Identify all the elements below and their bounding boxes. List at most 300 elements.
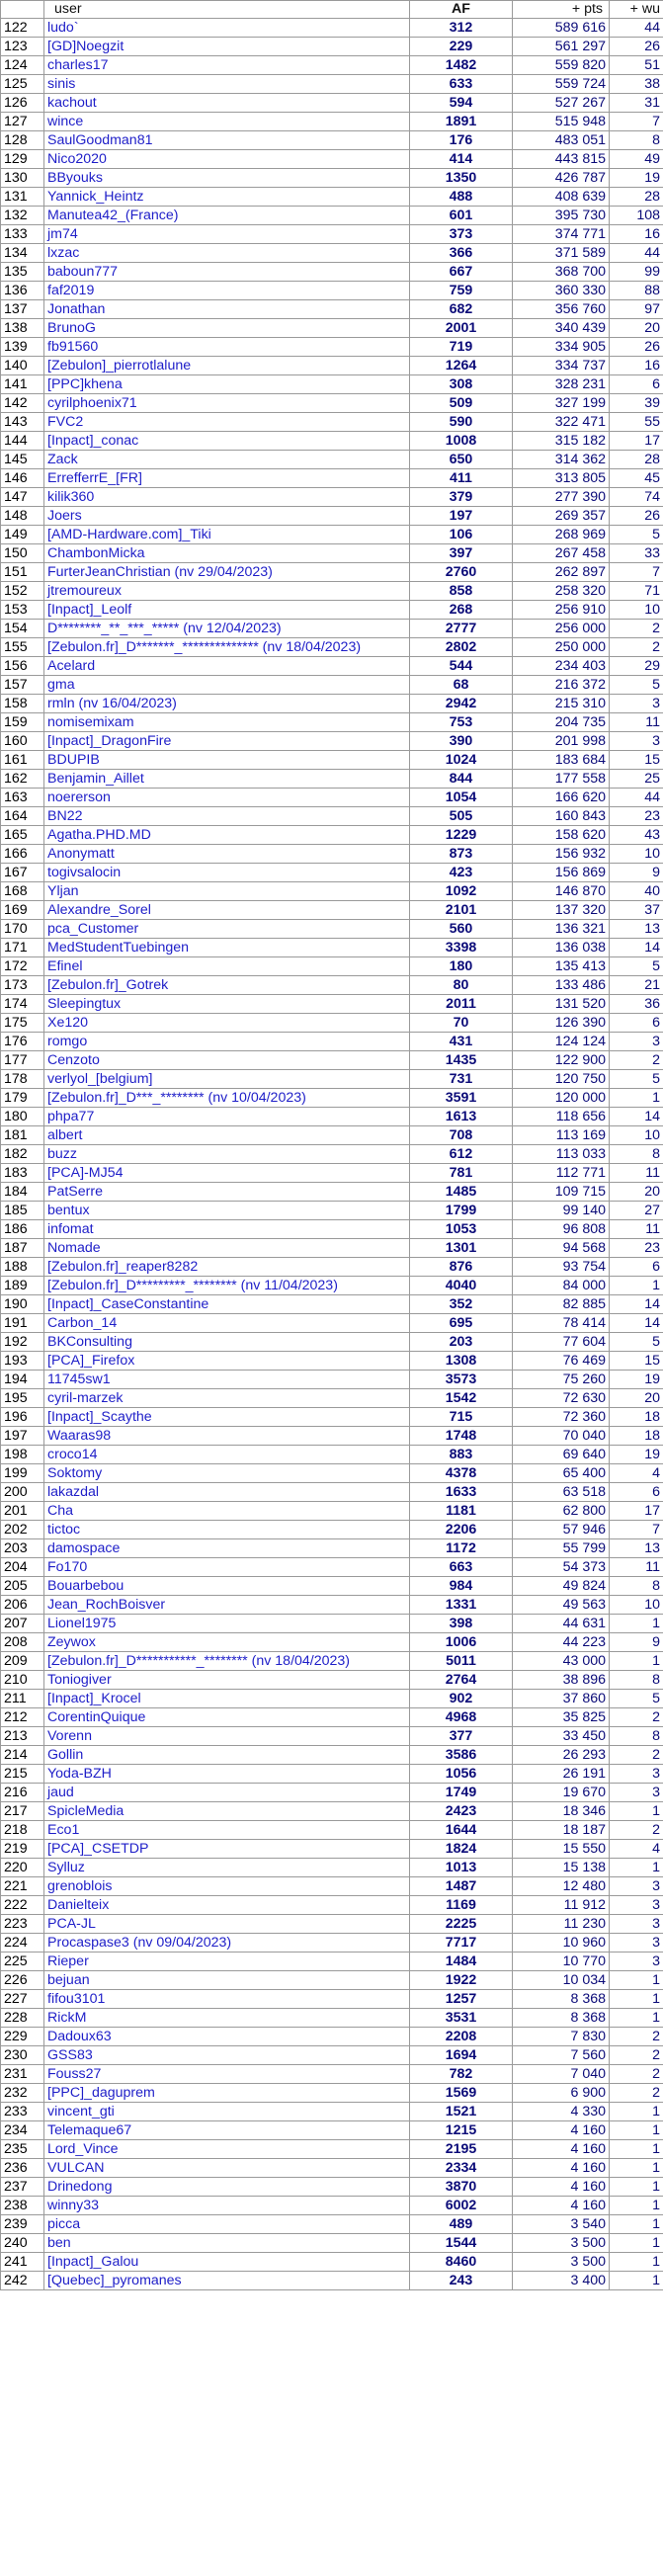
user-link[interactable]: rmln (nv 16/04/2023) [44,695,410,713]
wu-cell: 71 [610,582,663,601]
rank-cell: 124 [1,56,44,75]
user-link[interactable]: ErrefferrE_[FR] [44,469,410,488]
pts-cell: 166 620 [513,789,610,807]
user-link[interactable]: Sylluz [44,1859,410,1877]
user-link[interactable]: Fo170 [44,1558,410,1577]
rank-cell: 136 [1,282,44,300]
rank-cell: 229 [1,2028,44,2046]
rank-cell: 153 [1,601,44,620]
table-row [1,957,663,976]
pts-cell: 559 820 [513,56,610,75]
user-link[interactable]: Benjamin_Aillet [44,770,410,789]
user-link[interactable]: vincent_gti [44,2103,410,2121]
user-link[interactable]: gma [44,676,410,695]
user-link[interactable]: Soktomy [44,1464,410,1483]
wu-cell: 19 [610,1371,663,1389]
rank-cell: 220 [1,1859,44,1877]
user-link[interactable]: charles17 [44,56,410,75]
table-row [1,338,663,357]
af-cell: 902 [410,1690,513,1708]
user-link[interactable]: Acelard [44,657,410,676]
wu-cell: 11 [610,713,663,732]
user-link[interactable]: [Zebulon.fr]_D***********_******** (nv 18/04/2023) [44,1652,410,1671]
rank-cell: 223 [1,1915,44,1934]
user-link[interactable]: [PPC]khena [44,375,410,394]
table-row [1,1539,663,1558]
user-link[interactable]: verlyol_[belgium] [44,1070,410,1089]
user-link[interactable]: togivsalocin [44,864,410,882]
user-link[interactable]: RickM [44,2009,410,2028]
user-link[interactable]: FVC2 [44,413,410,432]
pts-cell: 10 034 [513,1971,610,1990]
user-link[interactable]: [Inpact]_Leolf [44,601,410,620]
user-link[interactable]: bentux [44,1202,410,1220]
user-link[interactable]: [Zebulon]_pierrotlalune [44,357,410,375]
user-link[interactable]: Fouss27 [44,2065,410,2084]
rank-cell: 166 [1,845,44,864]
user-link[interactable]: [PCA]-MJ54 [44,1164,410,1183]
user-link[interactable]: tictoc [44,1521,410,1539]
rank-cell: 175 [1,1014,44,1033]
af-cell: 2334 [410,2159,513,2178]
af-cell: 3586 [410,1746,513,1765]
pts-cell: 26 293 [513,1746,610,1765]
pts-cell: 443 815 [513,150,610,169]
pts-cell: 18 187 [513,1821,610,1840]
pts-cell: 177 558 [513,770,610,789]
user-link[interactable]: Joers [44,507,410,526]
table-row [1,638,663,657]
wu-cell: 1 [610,1277,663,1295]
table-row [1,882,663,901]
header-af[interactable]: AF [410,1,513,19]
user-link[interactable]: BDUPIB [44,751,410,770]
user-link[interactable]: Zeywox [44,1633,410,1652]
pts-cell: 201 998 [513,732,610,751]
user-link[interactable]: Cha [44,1502,410,1521]
wu-cell: 1 [610,1859,663,1877]
user-link[interactable]: Yannick_Heintz [44,188,410,207]
pts-cell: 15 550 [513,1840,610,1859]
header-user[interactable]: user [44,1,410,19]
user-link[interactable]: Agatha.PHD.MD [44,826,410,845]
wu-cell: 7 [610,563,663,582]
user-link[interactable]: Lord_Vince [44,2140,410,2159]
pts-cell: 561 297 [513,38,610,56]
rank-cell: 157 [1,676,44,695]
wu-cell: 2 [610,2046,663,2065]
user-link[interactable]: Xe120 [44,1014,410,1033]
af-cell: 308 [410,375,513,394]
table-row [1,1821,663,1840]
user-link[interactable]: jaud [44,1784,410,1802]
user-link[interactable]: Nico2020 [44,150,410,169]
table-row [1,770,663,789]
table-row [1,1033,663,1051]
table-row [1,1164,663,1183]
user-link[interactable]: FurterJeanChristian (nv 29/04/2023) [44,563,410,582]
pts-cell: 49 824 [513,1577,610,1596]
table-row [1,601,663,620]
af-cell: 1172 [410,1539,513,1558]
rank-cell: 148 [1,507,44,526]
header-pts[interactable]: + pts [513,1,610,19]
rank-cell: 155 [1,638,44,657]
af-cell: 398 [410,1615,513,1633]
wu-cell: 27 [610,1202,663,1220]
user-link[interactable]: [GD]Noegzit [44,38,410,56]
user-link[interactable]: Efinel [44,957,410,976]
user-link[interactable]: faf2019 [44,282,410,300]
user-link[interactable]: [Zebulon.fr]_D*********_******** (nv 11/04/2023) [44,1277,410,1295]
user-link[interactable]: Dadoux63 [44,2028,410,2046]
af-cell: 1485 [410,1183,513,1202]
pts-cell: 204 735 [513,713,610,732]
table-row [1,1577,663,1596]
pts-cell: 256 000 [513,620,610,638]
user-link[interactable]: Waaras98 [44,1427,410,1446]
user-link[interactable]: GSS83 [44,2046,410,2065]
user-link[interactable]: ChambonMicka [44,544,410,563]
wu-cell: 17 [610,1502,663,1521]
rank-cell: 198 [1,1446,44,1464]
wu-cell: 6 [610,1483,663,1502]
pts-cell: 33 450 [513,1727,610,1746]
pts-cell: 12 480 [513,1877,610,1896]
user-link[interactable]: romgo [44,1033,410,1051]
pts-cell: 250 000 [513,638,610,657]
wu-cell: 88 [610,282,663,300]
pts-cell: 55 799 [513,1539,610,1558]
table-row [1,300,663,319]
table-row [1,488,663,507]
table-row [1,751,663,770]
af-cell: 2225 [410,1915,513,1934]
user-link[interactable]: Anonymatt [44,845,410,864]
wu-cell: 3 [610,695,663,713]
user-link[interactable]: fifou3101 [44,1990,410,2009]
rank-cell: 210 [1,1671,44,1690]
pts-cell: 10 960 [513,1934,610,1953]
table-row [1,244,663,263]
rank-cell: 200 [1,1483,44,1502]
user-link[interactable]: Eco1 [44,1821,410,1840]
rank-cell: 163 [1,789,44,807]
user-link[interactable]: Toniogiver [44,1671,410,1690]
pts-cell: 62 800 [513,1502,610,1521]
rank-cell: 127 [1,113,44,131]
user-link[interactable]: croco14 [44,1446,410,1464]
user-link[interactable]: [Inpact]_Galou [44,2253,410,2272]
table-row [1,1915,663,1934]
table-row [1,2178,663,2197]
pts-cell: 334 737 [513,357,610,375]
af-cell: 4378 [410,1464,513,1483]
wu-cell: 1 [610,1990,663,2009]
user-link[interactable]: [Zebulon.fr]_D***_******** (nv 10/04/2023) [44,1089,410,1108]
table-row [1,394,663,413]
rank-cell: 205 [1,1577,44,1596]
table-row [1,1371,663,1389]
wu-cell: 45 [610,469,663,488]
user-link[interactable]: [PPC]_daguprem [44,2084,410,2103]
user-link[interactable]: wince [44,113,410,131]
rank-cell: 129 [1,150,44,169]
pts-cell: 122 900 [513,1051,610,1070]
user-link[interactable]: Jean_RochBoisver [44,1596,410,1615]
rank-cell: 222 [1,1896,44,1915]
pts-cell: 7 560 [513,2046,610,2065]
pts-cell: 76 469 [513,1352,610,1371]
pts-cell: 368 700 [513,263,610,282]
user-link[interactable]: damospace [44,1539,410,1558]
user-link[interactable]: cyril-marzek [44,1389,410,1408]
user-link[interactable]: Manutea42_(France) [44,207,410,225]
user-link[interactable]: Rieper [44,1953,410,1971]
table-row [1,845,663,864]
table-row [1,1183,663,1202]
user-link[interactable]: VULCAN [44,2159,410,2178]
rank-cell: 137 [1,300,44,319]
rank-cell: 202 [1,1521,44,1539]
user-link[interactable]: BN22 [44,807,410,826]
wu-cell: 1 [610,2253,663,2272]
user-link[interactable]: Yljan [44,882,410,901]
user-link[interactable]: lakazdal [44,1483,410,1502]
wu-cell: 97 [610,300,663,319]
user-link[interactable]: pca_Customer [44,920,410,939]
pts-cell: 113 033 [513,1145,610,1164]
pts-cell: 94 568 [513,1239,610,1258]
user-link[interactable]: [Quebec]_pyromanes [44,2272,410,2290]
wu-cell: 3 [610,1896,663,1915]
table-row [1,1558,663,1577]
user-link[interactable]: BrunoG [44,319,410,338]
table-body [1,19,663,2290]
user-link[interactable]: PCA-JL [44,1915,410,1934]
rank-cell: 217 [1,1802,44,1821]
table-row [1,413,663,432]
wu-cell: 2 [610,2028,663,2046]
user-link[interactable]: [Zebulon.fr]_D*******_************** (nv 18/04/2023) [44,638,410,657]
pts-cell: 4 330 [513,2103,610,2121]
user-link[interactable]: Telemaque67 [44,2121,410,2140]
af-cell: 390 [410,732,513,751]
table-row [1,469,663,488]
user-link[interactable]: ludo` [44,19,410,38]
user-link[interactable]: baboun777 [44,263,410,282]
af-cell: 1544 [410,2234,513,2253]
table-header [1,1,663,19]
user-link[interactable]: [Zebulon.fr]_reaper8282 [44,1258,410,1277]
user-link[interactable]: PatSerre [44,1183,410,1202]
rank-cell: 140 [1,357,44,375]
rank-cell: 240 [1,2234,44,2253]
af-cell: 1749 [410,1784,513,1802]
user-link[interactable]: Cenzoto [44,1051,410,1070]
wu-cell: 1 [610,2159,663,2178]
user-link[interactable]: [Inpact]_Scaythe [44,1408,410,1427]
user-link[interactable]: Drinedong [44,2178,410,2197]
user-link[interactable]: infomat [44,1220,410,1239]
pts-cell: 327 199 [513,394,610,413]
rank-cell: 133 [1,225,44,244]
user-link[interactable]: D********_**_***_***** (nv 12/04/2023) [44,620,410,638]
user-link[interactable]: noererson [44,789,410,807]
rank-cell: 152 [1,582,44,601]
wu-cell: 74 [610,488,663,507]
rank-cell: 172 [1,957,44,976]
af-cell: 4040 [410,1277,513,1295]
af-cell: 715 [410,1408,513,1427]
user-link[interactable]: BByouks [44,169,410,188]
user-link[interactable]: fb91560 [44,338,410,357]
user-link[interactable]: Danielteix [44,1896,410,1915]
wu-cell: 1 [610,1089,663,1108]
table-row [1,1014,663,1033]
pts-cell: 7 830 [513,2028,610,2046]
user-link[interactable]: 11745sw1 [44,1371,410,1389]
pts-cell: 262 897 [513,563,610,582]
af-cell: 1922 [410,1971,513,1990]
pts-cell: 156 932 [513,845,610,864]
rank-cell: 128 [1,131,44,150]
user-link[interactable]: kachout [44,94,410,113]
pts-cell: 356 760 [513,300,610,319]
table-row [1,920,663,939]
rank-cell: 213 [1,1727,44,1746]
user-link[interactable]: [Inpact]_Krocel [44,1690,410,1708]
table-row [1,1596,663,1615]
user-link[interactable]: grenoblois [44,1877,410,1896]
rank-cell: 197 [1,1427,44,1446]
rank-cell: 241 [1,2253,44,2272]
user-link[interactable]: Carbon_14 [44,1314,410,1333]
user-link[interactable]: Vorenn [44,1727,410,1746]
user-link[interactable]: [PCA]_Firefox [44,1352,410,1371]
user-link[interactable]: SaulGoodman81 [44,131,410,150]
af-cell: 68 [410,676,513,695]
user-link[interactable]: buzz [44,1145,410,1164]
user-link[interactable]: MedStudentTuebingen [44,939,410,957]
pts-cell: 118 656 [513,1108,610,1126]
user-link[interactable]: lxzac [44,244,410,263]
user-link[interactable]: Bouarbebou [44,1577,410,1596]
user-link[interactable]: [AMD-Hardware.com]_Tiki [44,526,410,544]
rank-cell: 179 [1,1089,44,1108]
user-link[interactable]: winny33 [44,2197,410,2215]
pts-cell: 408 639 [513,188,610,207]
wu-cell: 49 [610,150,663,169]
user-link[interactable]: phpa77 [44,1108,410,1126]
user-link[interactable]: Zack [44,451,410,469]
wu-cell: 1 [610,2215,663,2234]
user-link[interactable]: Nomade [44,1239,410,1258]
user-link[interactable]: Procaspase3 (nv 09/04/2023) [44,1934,410,1953]
user-link[interactable]: [PCA]_CSETDP [44,1840,410,1859]
rank-cell: 201 [1,1502,44,1521]
wu-cell: 5 [610,526,663,544]
pts-cell: 63 518 [513,1483,610,1502]
af-cell: 3531 [410,2009,513,2028]
user-link[interactable]: Jonathan [44,300,410,319]
af-cell: 3591 [410,1089,513,1108]
user-link[interactable]: cyrilphoenix71 [44,394,410,413]
pts-cell: 160 843 [513,807,610,826]
user-link[interactable]: [Zebulon.fr]_Gotrek [44,976,410,995]
user-link[interactable]: picca [44,2215,410,2234]
user-link[interactable]: Lionel1975 [44,1615,410,1633]
table-row [1,1483,663,1502]
table-row [1,1615,663,1633]
af-cell: 2001 [410,319,513,338]
af-cell: 1633 [410,1483,513,1502]
user-link[interactable]: sinis [44,75,410,94]
pts-cell: 72 360 [513,1408,610,1427]
user-link[interactable]: jm74 [44,225,410,244]
rank-cell: 228 [1,2009,44,2028]
user-link[interactable]: albert [44,1126,410,1145]
wu-cell: 13 [610,1539,663,1558]
header-wu[interactable]: + wu [610,1,663,19]
pts-cell: 37 860 [513,1690,610,1708]
user-link[interactable]: CorentinQuique [44,1708,410,1727]
user-link[interactable]: Yoda-BZH [44,1765,410,1784]
af-cell: 1613 [410,1108,513,1126]
user-link[interactable]: Gollin [44,1746,410,1765]
user-link[interactable]: [Inpact]_conac [44,432,410,451]
table-row [1,1690,663,1708]
wu-cell: 6 [610,375,663,394]
user-link[interactable]: Alexandre_Sorel [44,901,410,920]
user-link[interactable]: kilik360 [44,488,410,507]
pts-cell: 54 373 [513,1558,610,1577]
table-row [1,507,663,526]
user-link[interactable]: ben [44,2234,410,2253]
af-cell: 1482 [410,56,513,75]
af-cell: 197 [410,507,513,526]
user-link[interactable]: jtremoureux [44,582,410,601]
table-row [1,1765,663,1784]
user-link[interactable]: BKConsulting [44,1333,410,1352]
wu-cell: 3 [610,1784,663,1802]
user-link[interactable]: SpicleMedia [44,1802,410,1821]
rank-cell: 150 [1,544,44,563]
table-row [1,1258,663,1277]
af-cell: 1748 [410,1427,513,1446]
user-link[interactable]: [Inpact]_DragonFire [44,732,410,751]
user-link[interactable]: bejuan [44,1971,410,1990]
rank-cell: 173 [1,976,44,995]
user-link[interactable]: Sleepingtux [44,995,410,1014]
af-cell: 1008 [410,432,513,451]
user-link[interactable]: nomisemixam [44,713,410,732]
wu-cell: 10 [610,845,663,864]
wu-cell: 10 [610,601,663,620]
wu-cell: 1 [610,2009,663,2028]
wu-cell: 1 [610,1615,663,1633]
wu-cell: 28 [610,188,663,207]
wu-cell: 1 [610,2103,663,2121]
pts-cell: 109 715 [513,1183,610,1202]
pts-cell: 7 040 [513,2065,610,2084]
af-cell: 1521 [410,2103,513,2121]
wu-cell: 99 [610,263,663,282]
rank-cell: 211 [1,1690,44,1708]
wu-cell: 3 [610,1765,663,1784]
user-link[interactable]: [Inpact]_CaseConstantine [44,1295,410,1314]
rank-cell: 138 [1,319,44,338]
